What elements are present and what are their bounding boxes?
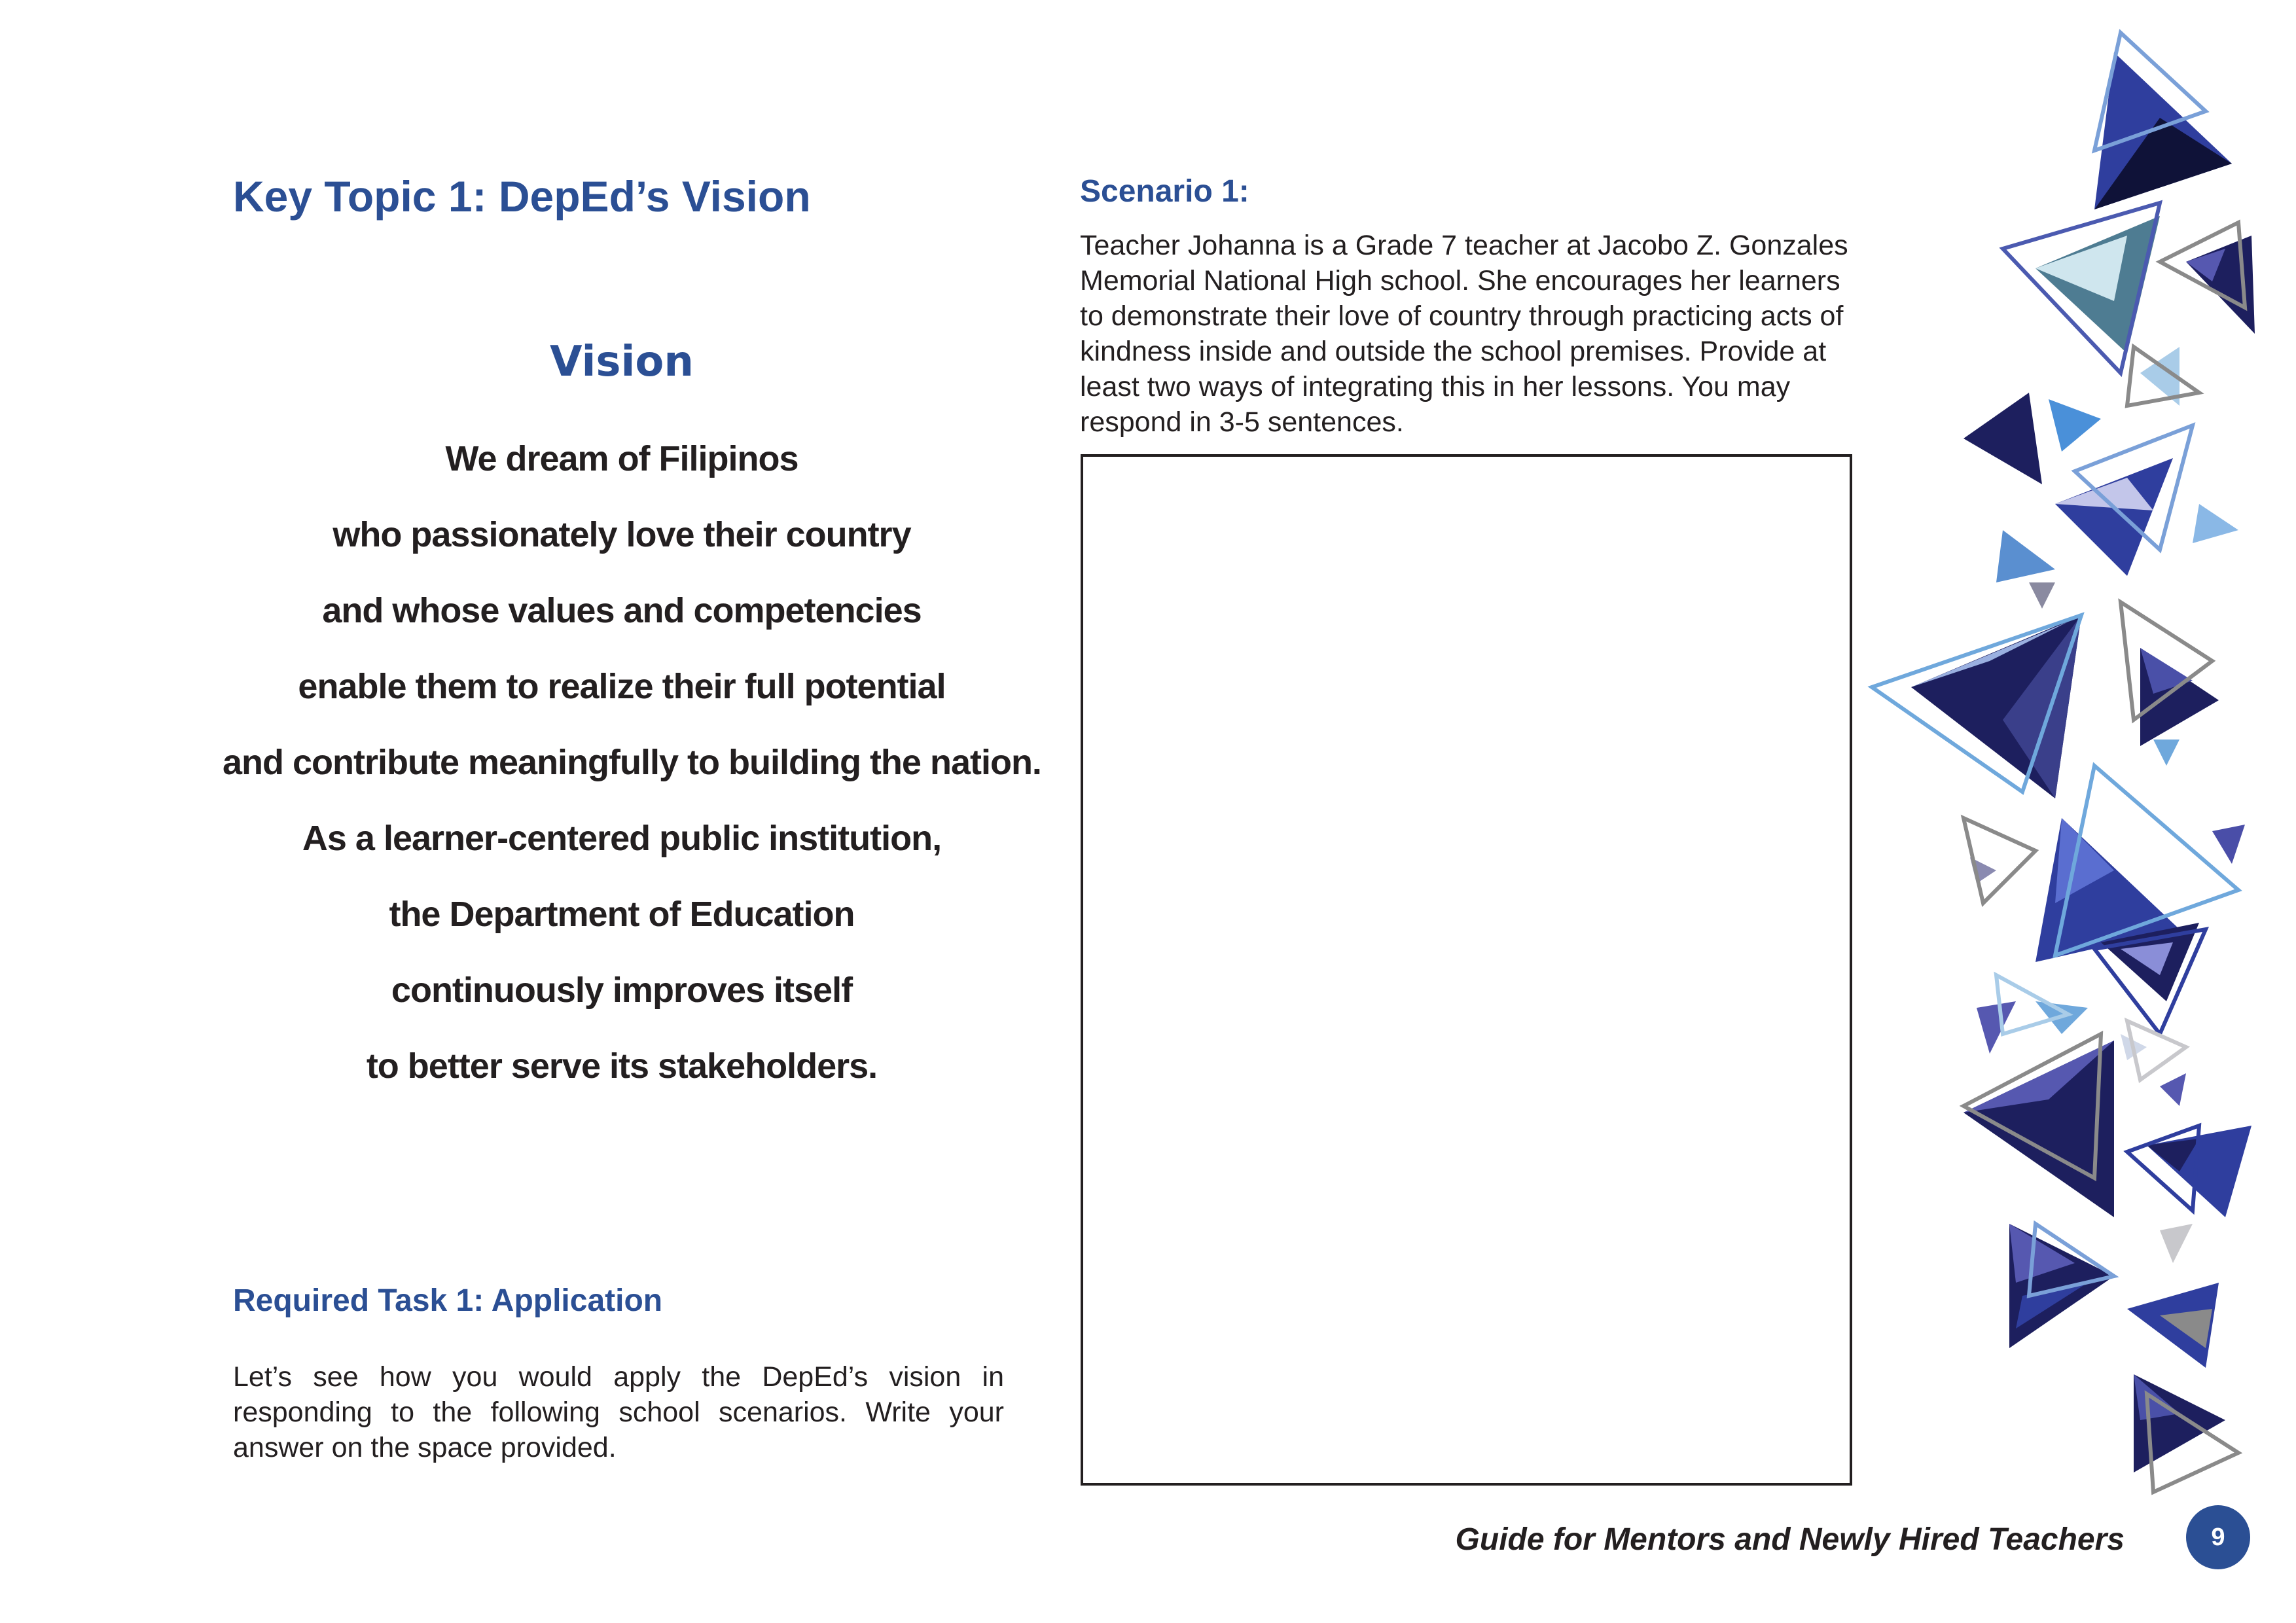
page-number-badge: 9 xyxy=(2186,1505,2250,1569)
vision-line: and whose values and competencies xyxy=(322,591,922,630)
outline-triangles xyxy=(1872,33,2245,1492)
vision-block xyxy=(223,330,1041,1111)
scenario-title: Scenario 1: xyxy=(1080,173,1249,209)
vision-line: We dream of Filipinos xyxy=(445,439,798,478)
vision-line: to better serve its stakeholders. xyxy=(366,1046,878,1086)
task-instructions: Let’s see how you would apply the DepEd’s vision in responding to the following school scenarios. Write your answer on the space provided. xyxy=(233,1361,1004,1463)
answer-box[interactable] xyxy=(1081,454,1852,1486)
vision-line: and contribute meaningfully to building the nation. xyxy=(223,743,1041,782)
vision-line: As a learner-centered public institution, xyxy=(302,819,942,858)
scenario-text: Teacher Johanna is a Grade 7 teacher at Jacobo Z. Gonzales Memorial National High school. She encourages her learners to demonstrate their love of country through practicing acts of kindness inside and outside the school premises. Provide at least two ways of integrating this in her lessons. You may respond in 3-5 sentences. xyxy=(1080,230,1848,438)
vision-line: continuously improves itself xyxy=(391,971,853,1010)
vision-line: who passionately love their country xyxy=(332,515,911,554)
vision-heading: Vision xyxy=(550,338,694,386)
footer-guide-title: Guide for Mentors and Newly Hired Teachers xyxy=(1455,1522,2125,1557)
vision-line: the Department of Education xyxy=(389,895,855,934)
vision-line: enable them to realize their full potential xyxy=(298,667,946,706)
topic-title: Key Topic 1: DepEd’s Vision xyxy=(233,172,811,221)
filled-triangles xyxy=(1911,52,2255,1472)
task-title: Required Task 1: Application xyxy=(233,1283,663,1318)
